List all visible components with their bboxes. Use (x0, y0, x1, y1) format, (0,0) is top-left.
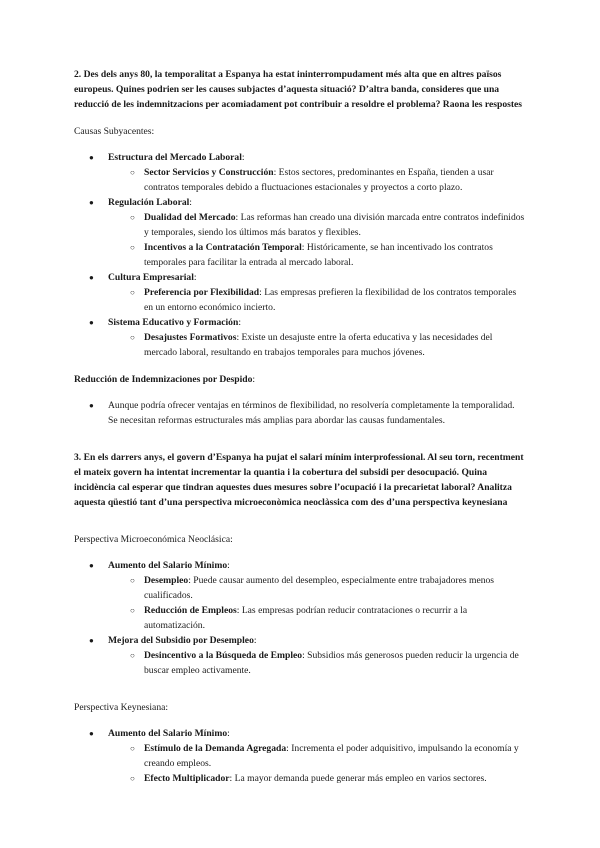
circle-bullet-icon: ○ (130, 168, 135, 177)
keynesian-list (74, 726, 526, 786)
list-item: ○ Dualidad del Mercado: Las reformas han creado una división marcada entre contratos indefinidos y temporales, siendo los últimos más baratos y flexibles. (130, 212, 525, 238)
list-item: ○ Desincentivo a la Búsqueda de Empleo: Subsidios más generosos pueden reducir la urgencia de buscar empleo activamente. (130, 650, 519, 676)
bullet-icon: ● (89, 318, 94, 327)
list-item: ● Aunque podría ofrecer ventajas en términos de flexibilidad, no resolvería completamente la temporalidad. Se necesitan reformas estructurales más amplias para abordar las causas fundamentales. (89, 400, 515, 426)
list-item: ● Aumento del Salario Mínimo: ○ Desempleo: Puede causar aumento del desempleo, especialmente entre trabajadores menos cualificados. ○ Reducción de Empleos: Las empresas podrían reducir contrataciones o recurrir a la automatización. (74, 558, 526, 633)
bullet-icon: ● (89, 401, 94, 410)
list-item: ● Aumento del Salario Mínimo: ○ Estímulo de la Demanda Agregada: Incrementa el poder adquisitivo, impulsando la economía y creando empleos. ○ Efecto Multiplicador: La mayor demanda puede generar más empleo en varios sectores. (74, 726, 526, 786)
list-item: ○ Reducción de Empleos: Las empresas podrían reducir contrataciones o recurrir a la automatización. (130, 605, 468, 631)
keynesian-heading: Perspectiva Keynesiana: (74, 702, 169, 713)
list-item: ○ Efecto Multiplicador: La mayor demanda puede generar más empleo en varios sectores. (130, 773, 487, 784)
circle-bullet-icon: ○ (130, 288, 135, 297)
list-item: ● Sistema Educativo y Formación: ○ Desajustes Formativos: Existe un desajuste entre la oferta educativa y las necesidades del mercado laboral, resultando en trabajos temporales para muchos jóvenes. (74, 315, 526, 360)
neoclassical-heading: Perspectiva Microeconómica Neoclásica: (74, 534, 233, 545)
document-page (74, 67, 526, 786)
bullet-icon: ● (89, 636, 94, 645)
question-3: 3. En els darrers anys, el govern d’Espanya ha pujat el salari mínim interprofessional. Al seu torn, recentment el mateix govern ha intentat incrementar la quantia i la cobertura del subsidi per desocupació. Quina incidència cal esperar que tindran aquestes dues mesures sobre l’ocupació i la precarietat laboral? Analitza aquesta qüestió tant d’una perspectiva microeconòmica neoclàssica com des d’una perspectiva keynesiana (74, 452, 524, 508)
circle-bullet-icon: ○ (130, 651, 135, 660)
causes-heading: Causas Subyacentes: (74, 126, 155, 137)
reduction-heading: Reducción de Indemnizaciones por Despido: (74, 374, 256, 385)
bullet-icon: ● (89, 153, 94, 162)
bullet-icon: ● (89, 198, 94, 207)
list-item: ○ Desajustes Formativos: Existe un desajuste entre la oferta educativa y las necesidades del mercado laboral, resultando en trabajos temporales para muchos jóvenes. (130, 332, 493, 358)
question-2: 2. Des dels anys 80, la temporalitat a Espanya ha estat ininterrompudament més alta que en altres països europeus. Quines podrien ser les causes subjactes d’aquesta situació? D’altra banda, consideres que una reducció de les indemnitzacions per acomiadament pot contribuir a resoldre el problema? Raona les respostes (74, 69, 523, 110)
reduction-list (74, 398, 526, 428)
circle-bullet-icon: ○ (130, 576, 135, 585)
list-item: ○ Desempleo: Puede causar aumento del desempleo, especialmente entre trabajadores menos cualificados. (130, 575, 495, 601)
circle-bullet-icon: ○ (130, 213, 135, 222)
circle-bullet-icon: ○ (130, 243, 135, 252)
neoclassical-list (74, 558, 526, 678)
list-item: ● Cultura Empresarial: ○ Preferencia por Flexibilidad: Las empresas prefieren la flexibilidad de los contratos temporales en un entorno económico incierto. (74, 270, 526, 315)
bullet-icon: ● (89, 273, 94, 282)
circle-bullet-icon: ○ (130, 606, 135, 615)
circle-bullet-icon: ○ (130, 744, 135, 753)
list-item: ○ Estímulo de la Demanda Agregada: Incrementa el poder adquisitivo, impulsando la economía y creando empleos. (130, 743, 519, 769)
list-item: ● Estructura del Mercado Laboral: ○ Sector Servicios y Construcción: Estos sectores, predominantes en España, tienden a usar contratos temporales debido a fluctuaciones estacionales y proyectos a corto plazo. (74, 150, 526, 195)
list-item: ● Regulación Laboral: ○ Dualidad del Mercado: Las reformas han creado una división marcada entre contratos indefinidos y temporales, siendo los últimos más baratos y flexibles. ○ Incentivos a la Contratación Temporal: Históricamente, se han incentivado los contratos temporales para facilitar la entrada al mercado laboral. (74, 195, 526, 270)
circle-bullet-icon: ○ (130, 774, 135, 783)
bullet-icon: ● (89, 561, 94, 570)
bullet-icon: ● (89, 729, 94, 738)
list-item: ● Mejora del Subsidio por Desempleo: ○ Desincentivo a la Búsqueda de Empleo: Subsidios más generosos pueden reducir la urgencia de buscar empleo activamente. (74, 633, 526, 678)
list-item: ○ Sector Servicios y Construcción: Estos sectores, predominantes en España, tienden a usar contratos temporales debido a fluctuaciones estacionales y proyectos a corto plazo. (130, 167, 494, 193)
causes-list (74, 150, 526, 360)
list-item: ○ Preferencia por Flexibilidad: Las empresas prefieren la flexibilidad de los contratos temporales en un entorno económico incierto. (130, 287, 517, 313)
list-item: ○ Incentivos a la Contratación Temporal: Históricamente, se han incentivado los contratos temporales para facilitar la entrada al mercado laboral. (130, 242, 493, 268)
circle-bullet-icon: ○ (130, 333, 135, 342)
